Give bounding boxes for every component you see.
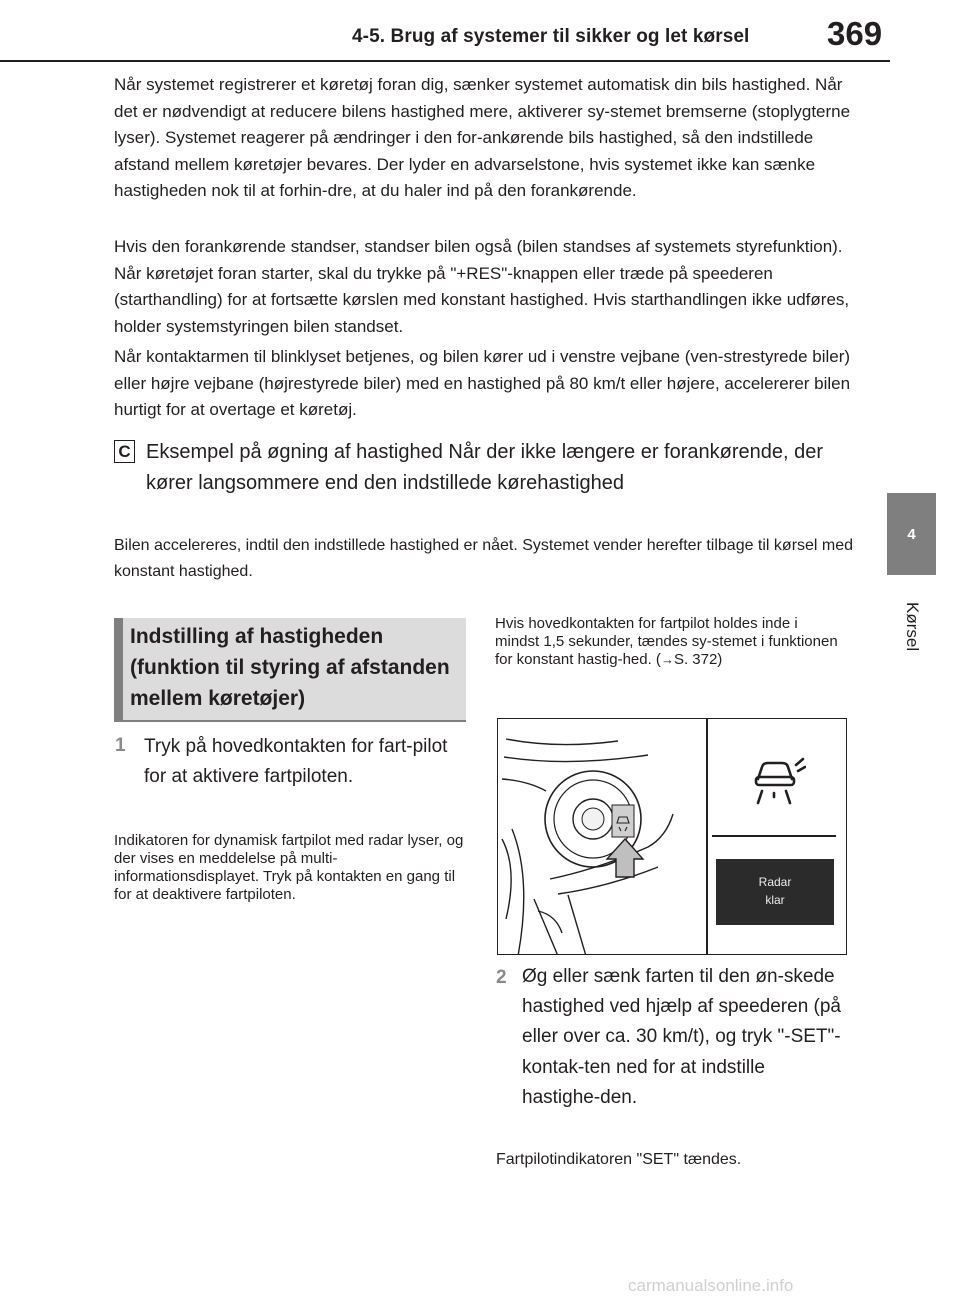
chapter-tab[interactable]: 4 [887,493,936,575]
right-note-before: Hvis hovedkontakten for fartpilot holdes inde i mindst 1,5 sekunder, tændes sy-stemet i funktionen for konstant hastig-hed. ( [495,615,838,668]
step-1-text: Tryk på hovedkontakten for fart-pilot for at aktivere fartpiloten. [144,736,448,787]
section-c-badge: C [114,440,135,463]
page-reference-link[interactable]: S. 372) [673,651,723,668]
radar-cruise-indicator-icon [750,757,806,805]
step-2-note: Fartpilotindikatoren "SET" tændes. [496,1151,742,1168]
step-2-text: Øg eller sænk farten til den øn-skede hastighed ved hjælp af speederen (på eller over ca. 30 km/t), og tryk "-SET"-kontak-ten ned for at indstille hastighe-den. [522,966,842,1108]
paragraph-3: Når kontaktarmen til blinklyset betjenes, og bilen kører ud i venstre vejbane (ven-strestyrede biler) eller højre vejbane (højrestyrede biler) med en hastighed på 80 km/t eller højere, accelererer bilen hurtigt for at overtage et køretøj. [114,347,851,419]
paragraph-2: Hvis den forankørende standser, standser bilen også (bilen standses af systemets styrefunktion). Når køretøjet foran starter, skal du trykke på "+RES"-knappen eller træde på speederen (starthandling) for at fortsætte kørslen med konstant hastighed. Hvis starthandlingen ikke udføres, holder systemstyringen bilen standset. [114,237,850,336]
figure-divider-horizontal [712,835,836,837]
watermark: carmanualsonline.info [628,1276,794,1295]
arrow-icon: → [660,652,674,667]
header-rule [0,60,890,62]
figure-divider-vertical [706,719,708,955]
press-arrow-icon [607,839,643,877]
step-2-number: 2 [496,967,507,988]
radar-ready-display [716,859,834,925]
chapter-label: Kørsel [903,602,922,652]
section-c-title: Eksempel på øgning af hastighed Når der ikke længere er forankørende, der kører langsommere end den indstillede kørehastighed [146,441,824,494]
steering-wheel-figure [497,718,847,955]
right-note [495,615,845,669]
step-1-number: 1 [115,735,126,756]
page-number: 369 [827,15,883,52]
section-c-text: Bilen accelereres, indtil den indstillede hastighed er nået. Systemet vender herefter tilbage til kørsel med konstant hastighed. [114,537,854,580]
header-title: 4-5. Brug af systemer til sikker og let kørsel [352,26,750,47]
section-heading-box: Indstilling af hastigheden (funktion til styring af afstanden mellem køretøjer) [114,618,466,722]
paragraph-1: Når systemet registrerer et køretøj foran dig, sænker systemet automatisk din bils hastighed. Når det er nødvendigt at reducere bilens hastighed mere, aktiverer sy-stemet bremserne (stoplygterne lyser). Systemet reagerer på ændringer i den for-ankørende bils hastighed, så den indstillede afstand mellem køretøjer bevares. Der lyder en advarselstone, hvis systemet ikke kan sænke hastigheden nok til at forhin-dre, at du haler ind på den forankørende. [114,75,851,200]
radar-line-2: klar [765,893,785,907]
radar-line-1: Radar [758,875,792,889]
step-1-note: Indikatoren for dynamisk fartpilot med radar lyser, og der vises en meddelelse på multi-informationsdisplayet. Tryk på kontakten en gang til for at deaktivere fartpiloten. [114,832,464,903]
steering-switch-illustration [498,719,708,955]
